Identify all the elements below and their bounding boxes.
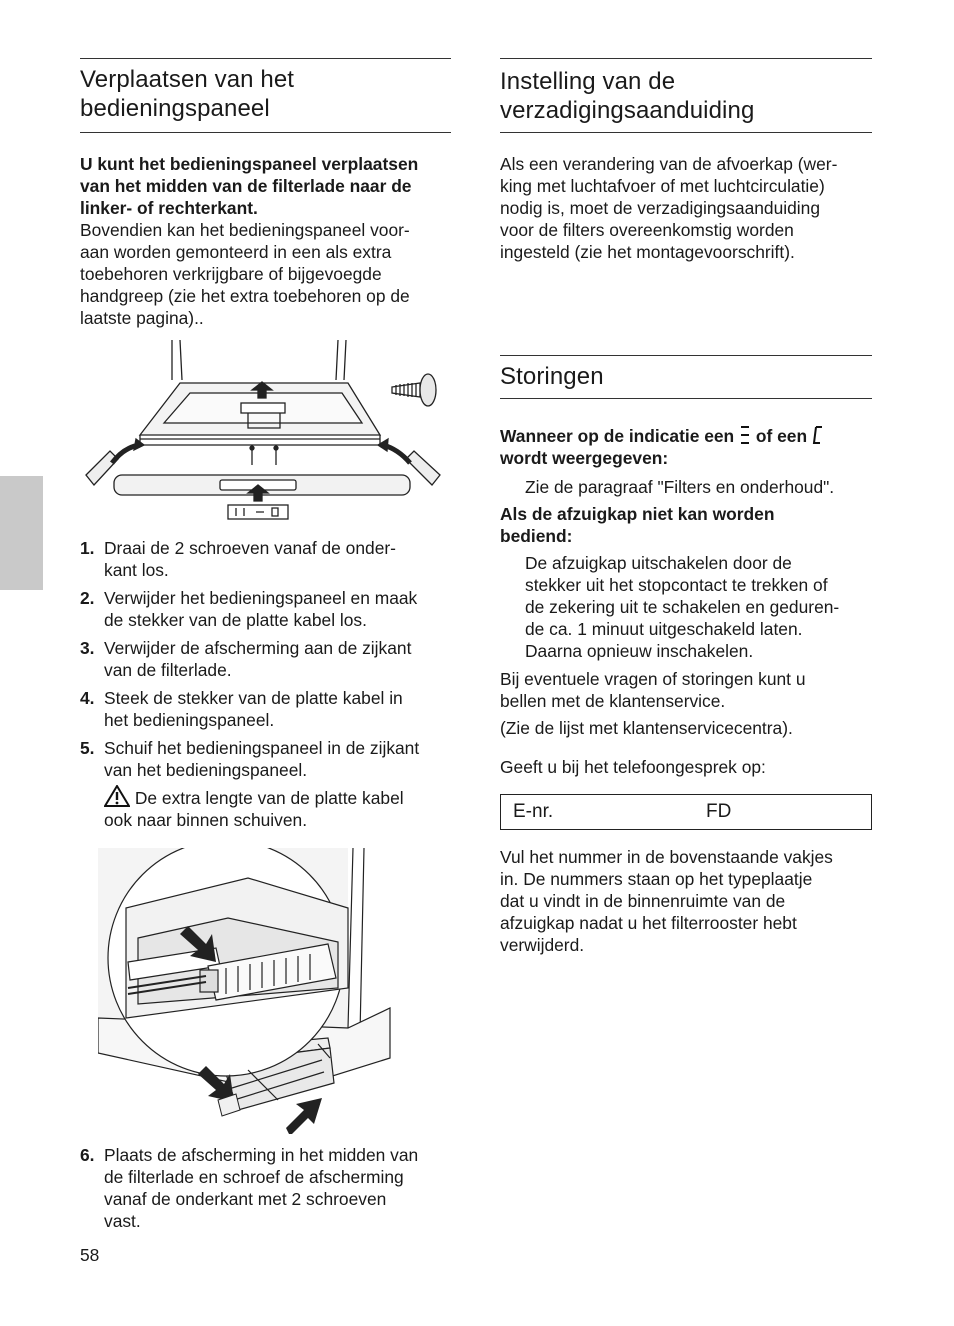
warning-text: De extra lengte van de platte kabel — [134, 788, 404, 808]
fault-answer-1: Zie de paragraaf "Filters en onderhoud". — [525, 477, 835, 497]
left-heading-rule — [80, 132, 451, 133]
segment-display-icon — [812, 425, 824, 445]
right-heading-1 — [500, 67, 754, 125]
step-text: van de filterlade. — [104, 660, 232, 680]
left-heading-line2: bedieningspaneel — [80, 95, 270, 122]
left-intro — [80, 153, 460, 329]
answer-line: de zekering uit te schakelen en geduren- — [525, 597, 840, 617]
chapter-tab — [0, 476, 43, 590]
fault-question-2 — [500, 503, 880, 547]
question-text: Wanneer op de indicatie een — [500, 426, 735, 446]
step-item — [80, 587, 460, 631]
paragraph-line: verwijderd. — [500, 935, 585, 955]
question-text: Als de afzuigkap niet kan worden — [500, 504, 775, 524]
right-top-rule — [500, 58, 872, 59]
step-text: de stekker van de platte kabel los. — [104, 610, 367, 630]
paragraph-line: Bij eventuele vragen of storingen kunt u — [500, 669, 806, 689]
service-list-reference: (Zie de lijst met klantenservicecentra). — [500, 718, 793, 738]
left-heading — [80, 65, 294, 123]
question-text: wordt weergegeven: — [500, 448, 669, 468]
panel-insertion-illustration — [98, 848, 392, 1134]
warning-triangle-icon — [104, 785, 130, 807]
page-number: 58 — [80, 1245, 100, 1265]
paragraph-line: dat u vindt in de binnenruimte van de — [500, 891, 786, 911]
right-heading-1-line1: Instelling van de — [500, 68, 676, 95]
number-instruction — [500, 846, 880, 956]
step-item — [80, 637, 460, 681]
paragraph-line: voor de filters overeenkomstig worden — [500, 220, 794, 240]
step-text: Verwijder de afscherming aan de zijkant — [104, 638, 412, 658]
step-text: vanaf de onderkant met 2 schroeven — [104, 1189, 387, 1209]
right-heading-1-rule — [500, 132, 872, 133]
step-item — [80, 537, 460, 581]
step-number: 4. — [80, 688, 95, 708]
question-text: bediend: — [500, 526, 573, 546]
right-heading-1-line2: verzadigingsaanduiding — [500, 97, 755, 124]
paragraph-line: nodig is, moet de verzadigingsaanduiding — [500, 198, 821, 218]
paragraph-line: in. De nummers staan op het typeplaatje — [500, 869, 813, 889]
step-text: Draai de 2 schroeven vanaf de onder- — [104, 538, 396, 558]
step-number: 1. — [80, 538, 95, 558]
answer-line: de ca. 1 minuut uitgeschakeld laten. — [525, 619, 803, 639]
step-number: 2. — [80, 588, 95, 608]
right-heading-2: Storingen — [500, 363, 604, 390]
paragraph-line: afzuigkap nadat u het filterrooster hebt — [500, 913, 797, 933]
service-paragraph — [500, 668, 880, 712]
intro-bold-line: linker- of rechterkant. — [80, 198, 258, 218]
left-heading-line1: Verplaatsen van het — [80, 66, 295, 93]
step-text: de filterlade en schroef de afscherming — [104, 1167, 404, 1187]
step-text: het bedieningspaneel. — [104, 710, 275, 730]
intro-line: handgreep (zie het extra toebehoren op de — [80, 286, 410, 306]
step-text: Plaats de afscherming in het midden van — [104, 1145, 419, 1165]
step-text: kant los. — [104, 560, 169, 580]
intro-bold-line: U kunt het bedieningspaneel verplaatsen — [80, 154, 419, 174]
step-item — [80, 687, 460, 731]
paragraph-line: Als een verandering van de afvoerkap (wer- — [500, 154, 838, 174]
step-text: Steek de stekker van de platte kabel in — [104, 688, 403, 708]
step-number: 5. — [80, 738, 95, 758]
answer-line: Daarna opnieuw inschakelen. — [525, 641, 754, 661]
fd-label: FD — [706, 801, 732, 822]
step-text: van het bedieningspaneel. — [104, 760, 308, 780]
right-heading-2-top-rule — [500, 355, 872, 356]
segment-display-icon — [739, 425, 751, 445]
step-text: Schuif het bedieningspaneel in de zijkant — [104, 738, 420, 758]
enr-label: E-nr. — [513, 801, 554, 822]
step-number: 6. — [80, 1145, 95, 1165]
intro-bold-line: van het midden van de filterlade naar de — [80, 176, 412, 196]
intro-line: laatste pagina).. — [80, 308, 204, 328]
saturation-paragraph — [500, 153, 880, 263]
warning-note — [104, 785, 464, 831]
paragraph-line: king met luchtafvoer of met luchtcirculatie) — [500, 176, 825, 196]
answer-line: De afzuigkap uitschakelen door de — [525, 553, 792, 573]
step-6 — [80, 1144, 460, 1232]
left-top-rule — [80, 58, 451, 59]
fault-question-1 — [500, 425, 880, 469]
intro-line: aan worden gemonteerd in een als extra — [80, 242, 392, 262]
intro-line: Bovendien kan het bedieningspaneel voor- — [80, 220, 410, 240]
intro-line: toebehoren verkrijgbare of bijgevoegde — [80, 264, 382, 284]
warning-text: ook naar binnen schuiven. — [104, 810, 308, 830]
fault-answer-2 — [525, 552, 885, 662]
step-number: 3. — [80, 638, 95, 658]
step-text: Verwijder het bedieningspaneel en maak — [104, 588, 418, 608]
step-item — [80, 737, 460, 781]
right-heading-2-rule — [500, 398, 872, 399]
paragraph-line: bellen met de klantenservice. — [500, 691, 726, 711]
step-text: vast. — [104, 1211, 141, 1231]
enr-fd-box — [500, 794, 872, 830]
phone-instruction: Geeft u bij het telefoongesprek op: — [500, 757, 766, 777]
panel-removal-illustration — [80, 335, 452, 525]
question-text: of een — [755, 426, 808, 446]
answer-line: stekker uit het stopcontact te trekken of — [525, 575, 828, 595]
paragraph-line: Vul het nummer in de bovenstaande vakjes — [500, 847, 833, 867]
steps-list — [80, 537, 460, 787]
paragraph-line: ingesteld (zie het montagevoorschrift). — [500, 242, 795, 262]
